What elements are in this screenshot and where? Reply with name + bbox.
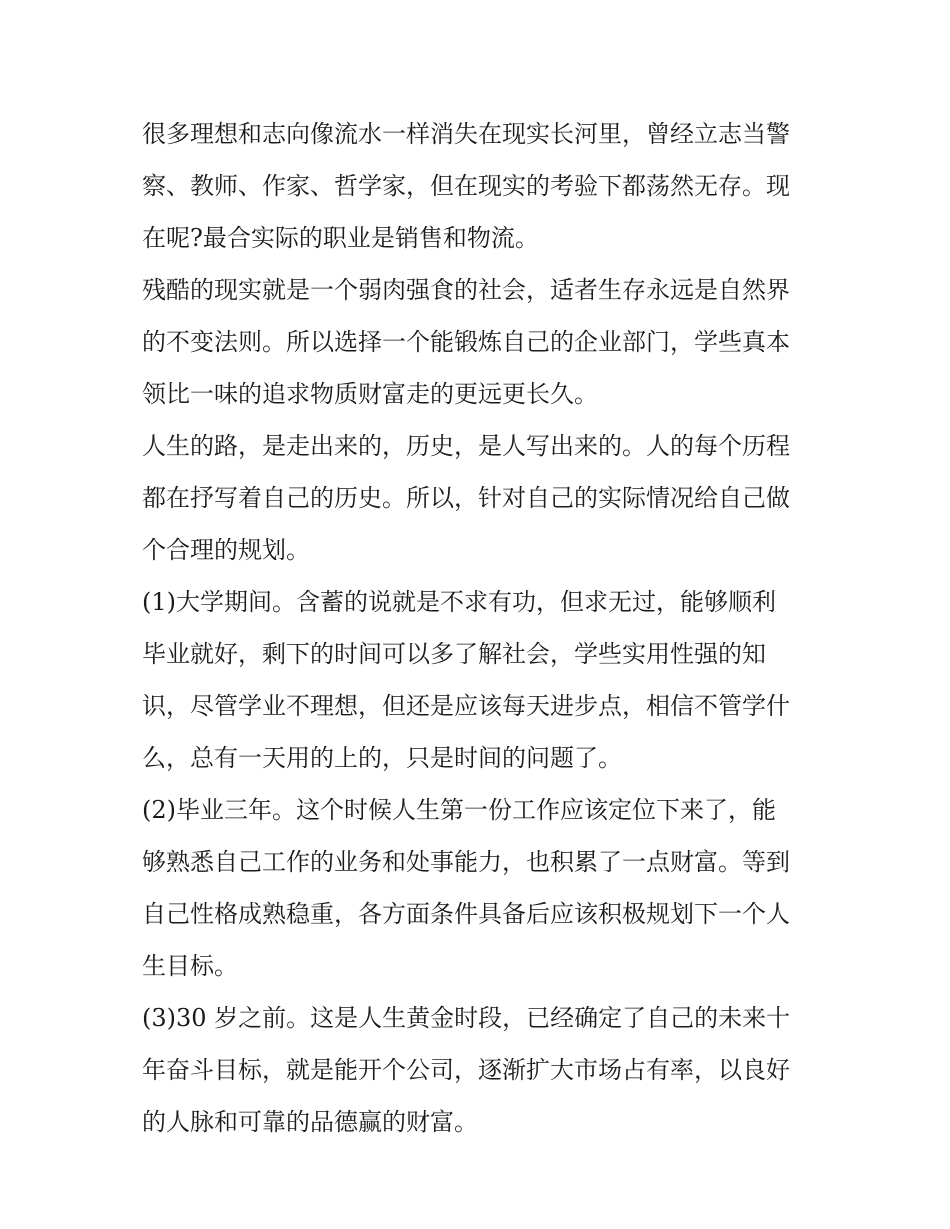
text-line: 毕业就好，剩下的时间可以多了解社会，学些实用性强的知: [142, 640, 766, 668]
text-line: 的人脉和可靠的品德赢的财富。: [142, 1108, 478, 1136]
text-line: 残酷的现实就是一个弱肉强食的社会，适者生存永远是自然界: [142, 276, 790, 304]
text-line: 够熟悉自己工作的业务和处事能力，也积累了一点财富。等到: [142, 848, 790, 876]
text-line: 很多理想和志向像流水一样消失在现实长河里，曾经立志当警: [142, 120, 790, 148]
text-line: 人生的路，是走出来的，历史，是人写出来的。人的每个历程: [142, 432, 790, 460]
text-line: 在呢?最合实际的职业是销售和物流。: [142, 224, 539, 252]
text-line: (2)毕业三年。这个时候人生第一份工作应该定位下来了，能: [142, 796, 776, 824]
text-line: 自己性格成熟稳重，各方面条件具备后应该积极规划下一个人: [142, 900, 790, 928]
text-line: 都在抒写着自己的历史。所以，针对自己的实际情况给自己做: [142, 484, 790, 512]
text-line: (3)30 岁之前。这是人生黄金时段，已经确定了自己的未来十: [142, 1004, 791, 1032]
text-line: 年奋斗目标，就是能开个公司，逐渐扩大市场占有率，以良好: [142, 1056, 790, 1084]
text-line: 识，尽管学业不理想，但还是应该每天进步点，相信不管学什: [142, 692, 790, 720]
text-line: 个合理的规划。: [142, 536, 310, 564]
text-line: 领比一味的追求物质财富走的更远更长久。: [142, 380, 598, 408]
text-line: 么，总有一天用的上的，只是时间的问题了。: [142, 744, 622, 772]
text-line: 生目标。: [142, 952, 238, 980]
document-body: [142, 108, 812, 1148]
text-line: 的不变法则。所以选择一个能锻炼自己的企业部门，学些真本: [142, 328, 790, 356]
text-line: (1)大学期间。含蓄的说就是不求有功，但求无过，能够顺利: [142, 588, 776, 616]
text-line: 察、教师、作家、哲学家，但在现实的考验下都荡然无存。现: [142, 172, 790, 200]
